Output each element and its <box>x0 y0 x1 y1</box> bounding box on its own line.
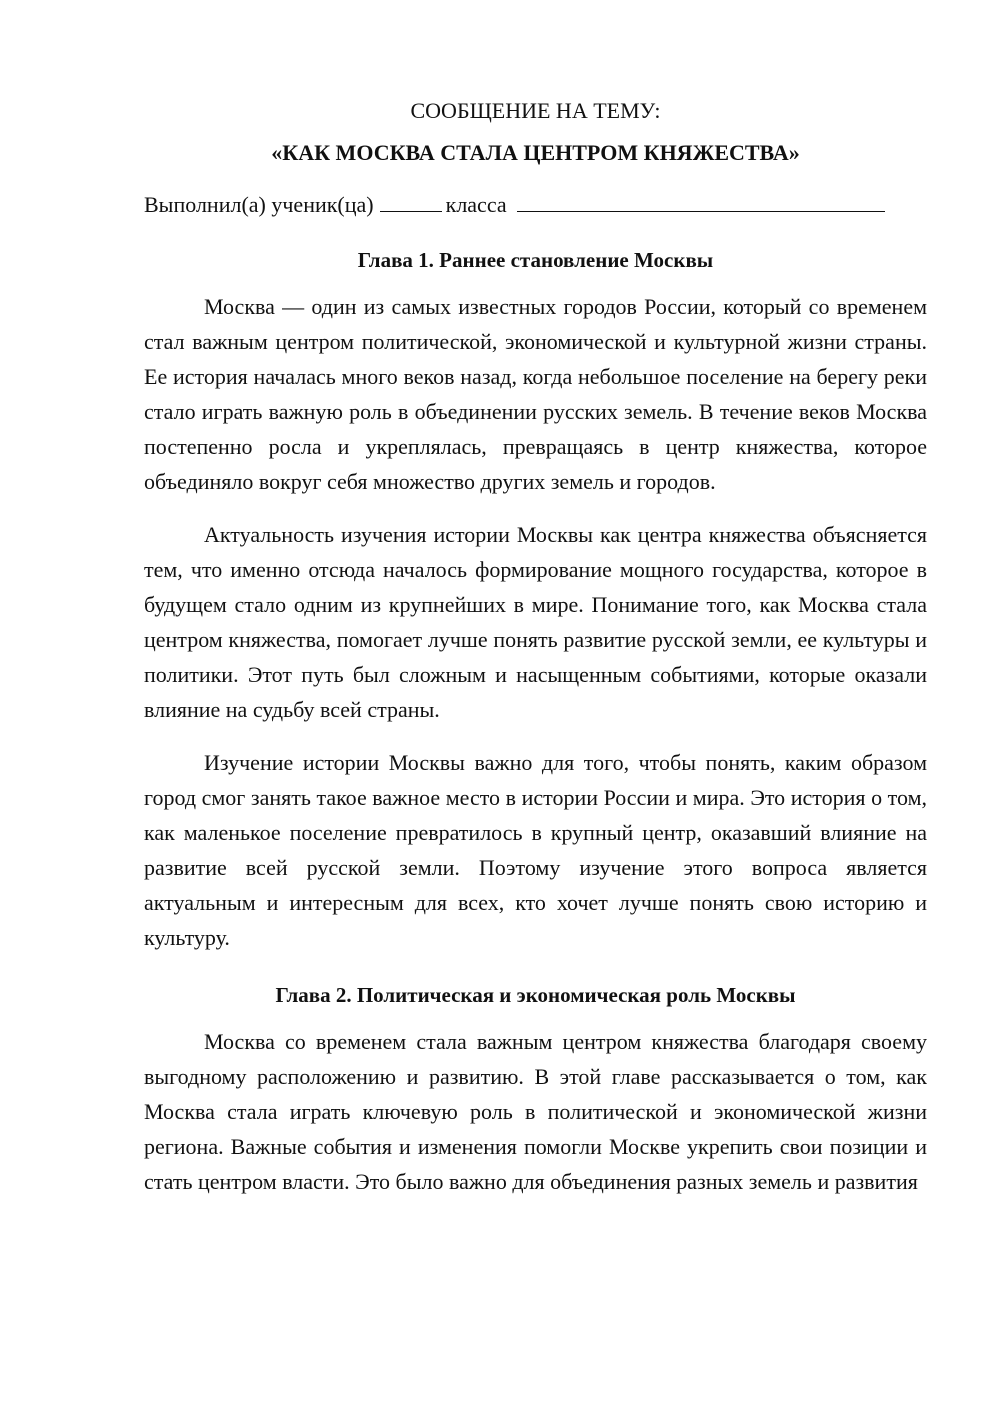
class-word: класса <box>445 192 507 217</box>
author-line <box>144 187 927 220</box>
chapter-1-paragraph-1: Москва — один из самых известных городов России, который со временем стал важным центром политической, экономической и культурной жизни страны. Ее история началась много веков назад, когда небольшое поселение на берегу реки стало играть важную роль в объединении русских земель. В течение веков Москва постепенно росла и укреплялась, превращаясь в центр княжества, которое объединяло вокруг себя множество других земель и городов. <box>144 294 927 494</box>
document-title-line1: СООБЩЕНИЕ НА ТЕМУ: <box>410 98 661 123</box>
document-title-topic: «КАК МОСКВА СТАЛА ЦЕНТРОМ КНЯЖЕСТВА» <box>271 140 800 165</box>
chapter-1-paragraph-3: Изучение истории Москвы важно для того, чтобы понять, каким образом город смог занять такое важное место в истории России и мира. Это история о том, как маленькое поселение превратилось в крупный центр, оказавший влияние на развитие всей русской земли. Поэтому изучение этого вопроса является актуальным и интересным для всех, кто хочет лучше понять свою историю и культуру. <box>144 750 927 950</box>
document-page <box>144 96 927 1199</box>
class-number-blank <box>380 187 442 212</box>
chapter-2-heading: Глава 2. Политическая и экономическая роль Москвы <box>275 983 796 1007</box>
author-prefix: Выполнил(а) ученик(ца) <box>144 192 374 217</box>
chapter-1-heading: Глава 1. Раннее становление Москвы <box>357 248 714 272</box>
chapter-1-paragraph-2: Актуальность изучения истории Москвы как центра княжества объясняется тем, что именно отсюда началось формирование мощного государства, которое в будущем стало одним из крупнейших в мире. Понимание того, как Москва стала центром княжества, помогает лучше понять развитие русской земли, ее культуры и политики. Этот путь был сложным и насыщенным событиями, которые оказали влияние на судьбу всей страны. <box>144 522 927 722</box>
student-name-blank <box>517 187 885 212</box>
chapter-2-paragraph-1: Москва со временем стала важным центром княжества благодаря своему выгодному расположению и развитию. В этой главе рассказывается о том, как Москва стала играть ключевую роль в политической и экономической жизни региона. Важные события и изменения помогли Москве укрепить свои позиции и стать центром власти. Это было важно для объединения разных земель и развития <box>144 1029 927 1194</box>
